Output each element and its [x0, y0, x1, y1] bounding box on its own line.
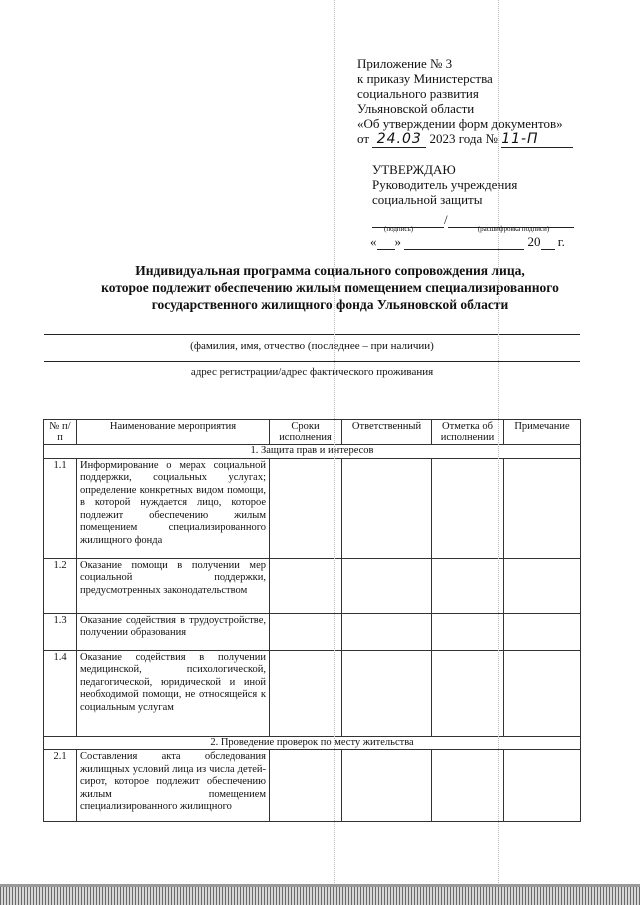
date-prefix: от — [357, 131, 370, 146]
table-row — [44, 750, 581, 822]
appendix-line: Приложение № 3 — [357, 56, 453, 71]
address-line — [44, 361, 580, 362]
row-resp-cell — [342, 458, 432, 558]
row-resp-cell — [342, 558, 432, 613]
row-terms-cell — [270, 650, 342, 736]
address-caption: адрес регистрации/адрес фактического проживания — [190, 366, 434, 378]
signature-captions — [384, 225, 549, 233]
row-terms-cell — [270, 558, 342, 613]
col-note-header: Примечание — [504, 420, 581, 445]
row-resp-cell — [342, 613, 432, 650]
document-title — [50, 262, 610, 313]
row-mark-cell — [432, 613, 504, 650]
appendix-line: «Об утверждении форм документов» — [357, 116, 563, 131]
row-terms-cell — [270, 458, 342, 558]
fio-line — [44, 334, 580, 335]
row-number: 1.4 — [44, 650, 77, 736]
col-terms-header: Сроки исполнения — [270, 420, 342, 445]
title-line: государственного жилищного фонда Ульяновской области — [151, 297, 509, 312]
row-resp-cell — [342, 650, 432, 736]
fio-caption: (фамилия, имя, отчество (последнее – при наличии) — [190, 340, 434, 352]
row-note-cell — [504, 650, 581, 736]
decode-caption: (расшифровка подписи) — [477, 225, 550, 233]
approve-title: УТВЕРЖДАЮ — [372, 162, 456, 177]
row-mark-cell — [432, 750, 504, 822]
title-line: которое подлежит обеспечению жилым помещением специализированного — [101, 280, 559, 295]
appendix-line: социального развития — [357, 86, 479, 101]
scan-fold-line — [334, 0, 335, 905]
table-row — [44, 613, 581, 650]
approval-date-row — [370, 234, 565, 250]
handwritten-date: 24.03 — [372, 132, 426, 148]
row-mark-cell — [432, 650, 504, 736]
table-header-row — [44, 420, 581, 445]
appendix-date-line — [357, 131, 627, 148]
quote-close: » — [394, 234, 401, 249]
row-mark-cell — [432, 558, 504, 613]
row-note-cell — [504, 750, 581, 822]
col-resp-header: Ответственный — [342, 420, 432, 445]
approve-line: социальной защиты — [372, 192, 483, 207]
date-year: 2023 года № — [429, 131, 498, 146]
table-row — [44, 558, 581, 613]
appendix-line: Ульяновской области — [357, 101, 475, 116]
scan-edge-pattern — [0, 887, 640, 905]
program-table — [43, 419, 581, 822]
row-mark-cell — [432, 458, 504, 558]
sign-caption: (подпись) — [384, 225, 414, 233]
approval-block — [372, 162, 622, 207]
col-name-header: Наименование мероприятия — [77, 420, 270, 445]
appendix-block — [357, 56, 627, 148]
row-activity: Оказание содействия в получении медицинской, психологической, педагогической, юридической и иной необходимой помощи, не относящейся к социальным услугам — [77, 650, 270, 736]
table-row — [44, 650, 581, 736]
row-note-cell — [504, 613, 581, 650]
table-row — [44, 458, 581, 558]
row-note-cell — [504, 558, 581, 613]
handwritten-number: 11-П — [501, 132, 573, 148]
row-terms-cell — [270, 750, 342, 822]
year-line — [541, 237, 555, 250]
row-activity: Оказание содействия в трудоустройстве, получении образования — [77, 613, 270, 650]
appendix-line: к приказу Министерства — [357, 71, 493, 86]
col-mark-header: Отметка об исполнении — [432, 420, 504, 445]
month-line — [404, 237, 524, 250]
row-activity: Информирование о мерах социальной поддержки, социальных услугах; определение конкретных видом помощи, в которой нуждается лицо, которое подлежит обеспечению жилым помещением специализированного жилищного фонда — [77, 458, 270, 558]
year-suffix: г. — [557, 234, 565, 249]
section-row — [44, 445, 581, 459]
row-number: 2.1 — [44, 750, 77, 822]
year-prefix: 20 — [527, 234, 541, 249]
row-number: 1.1 — [44, 458, 77, 558]
title-line: Индивидуальная программа социального сопровождения лица, — [135, 263, 525, 278]
row-note-cell — [504, 458, 581, 558]
approve-line: Руководитель учреждения — [372, 177, 518, 192]
col-num-header: № п/п — [44, 420, 77, 445]
section-title: 1. Защита прав и интересов — [44, 445, 581, 459]
quote-open: « — [370, 234, 377, 249]
section-row — [44, 736, 581, 750]
row-resp-cell — [342, 750, 432, 822]
row-terms-cell — [270, 613, 342, 650]
row-number: 1.3 — [44, 613, 77, 650]
row-number: 1.2 — [44, 558, 77, 613]
day-line — [377, 237, 395, 250]
row-activity: Составления акта обследования жилищных условий лица из числа детей-сирот, которое подлежит обеспечению жилым помещением специализированного жилищного — [77, 750, 270, 822]
row-activity: Оказание помощи в получении мер социальной поддержки, предусмотренных законодательством — [77, 558, 270, 613]
section-title: 2. Проведение проверок по месту жительства — [44, 736, 581, 750]
scan-fold-line — [498, 0, 499, 905]
signature-separator: / — [444, 212, 448, 227]
